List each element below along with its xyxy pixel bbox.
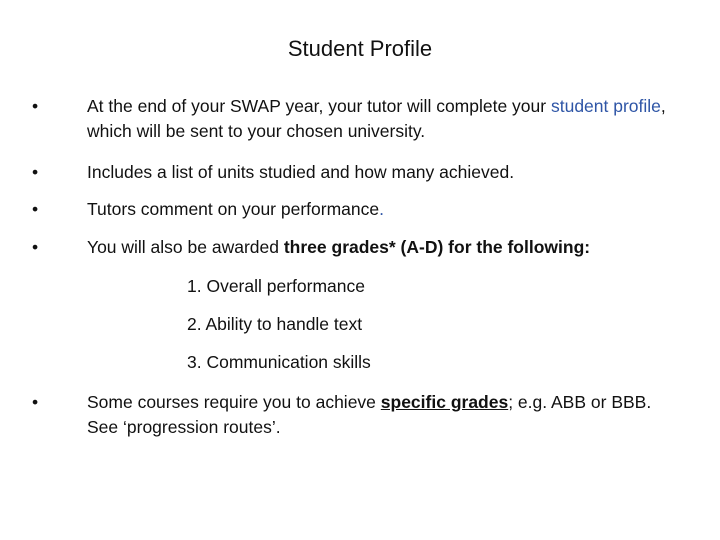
bullet-text [87, 390, 687, 440]
bullet-text-part: At the end of your SWAP year, your tutor will complete your [87, 96, 551, 116]
slide-title: Student Profile [287, 36, 433, 61]
bullet-item-3 [32, 197, 692, 222]
bullet-dot: • [32, 96, 39, 116]
bullet-text [87, 94, 687, 144]
numbered-item-1: 1. Overall performance [187, 276, 365, 296]
numbered-item-2: 2. Ability to handle text [187, 314, 363, 334]
bullet-item-4 [32, 235, 692, 260]
bullet-text [87, 235, 687, 260]
bullet-item-1 [32, 94, 692, 144]
numbered-item-3: 3. Communication skills [187, 352, 371, 372]
bullet-item-5 [32, 390, 692, 440]
bullet-accent-text: . [379, 199, 384, 219]
bullet-dot: • [32, 237, 39, 257]
bullet-text: Includes a list of units studied and how many achieved. [87, 162, 515, 182]
bullet-text-part: , which will be sent to your chosen university. [87, 96, 666, 141]
bullet-bold-underline-text: specific grades [380, 392, 509, 412]
bullet-text-part: ; e.g. ABB or BBB. See ‘progression routes’. [87, 392, 652, 437]
bullet-text-part: You will also be awarded [87, 237, 284, 257]
bullet-item-2 [32, 160, 692, 185]
bullet-dot: • [32, 392, 39, 412]
bullet-dot: • [32, 162, 39, 182]
bullet-text [87, 197, 687, 222]
bullet-dot: • [32, 199, 39, 219]
bullet-text-part: Some courses require you to achieve [87, 392, 381, 412]
bullet-text-part: Tutors comment on your performance [87, 199, 380, 219]
bullet-accent-text: student profile [550, 96, 661, 116]
bullet-bold-text: three grades* (A-D) for the following: [283, 237, 591, 257]
